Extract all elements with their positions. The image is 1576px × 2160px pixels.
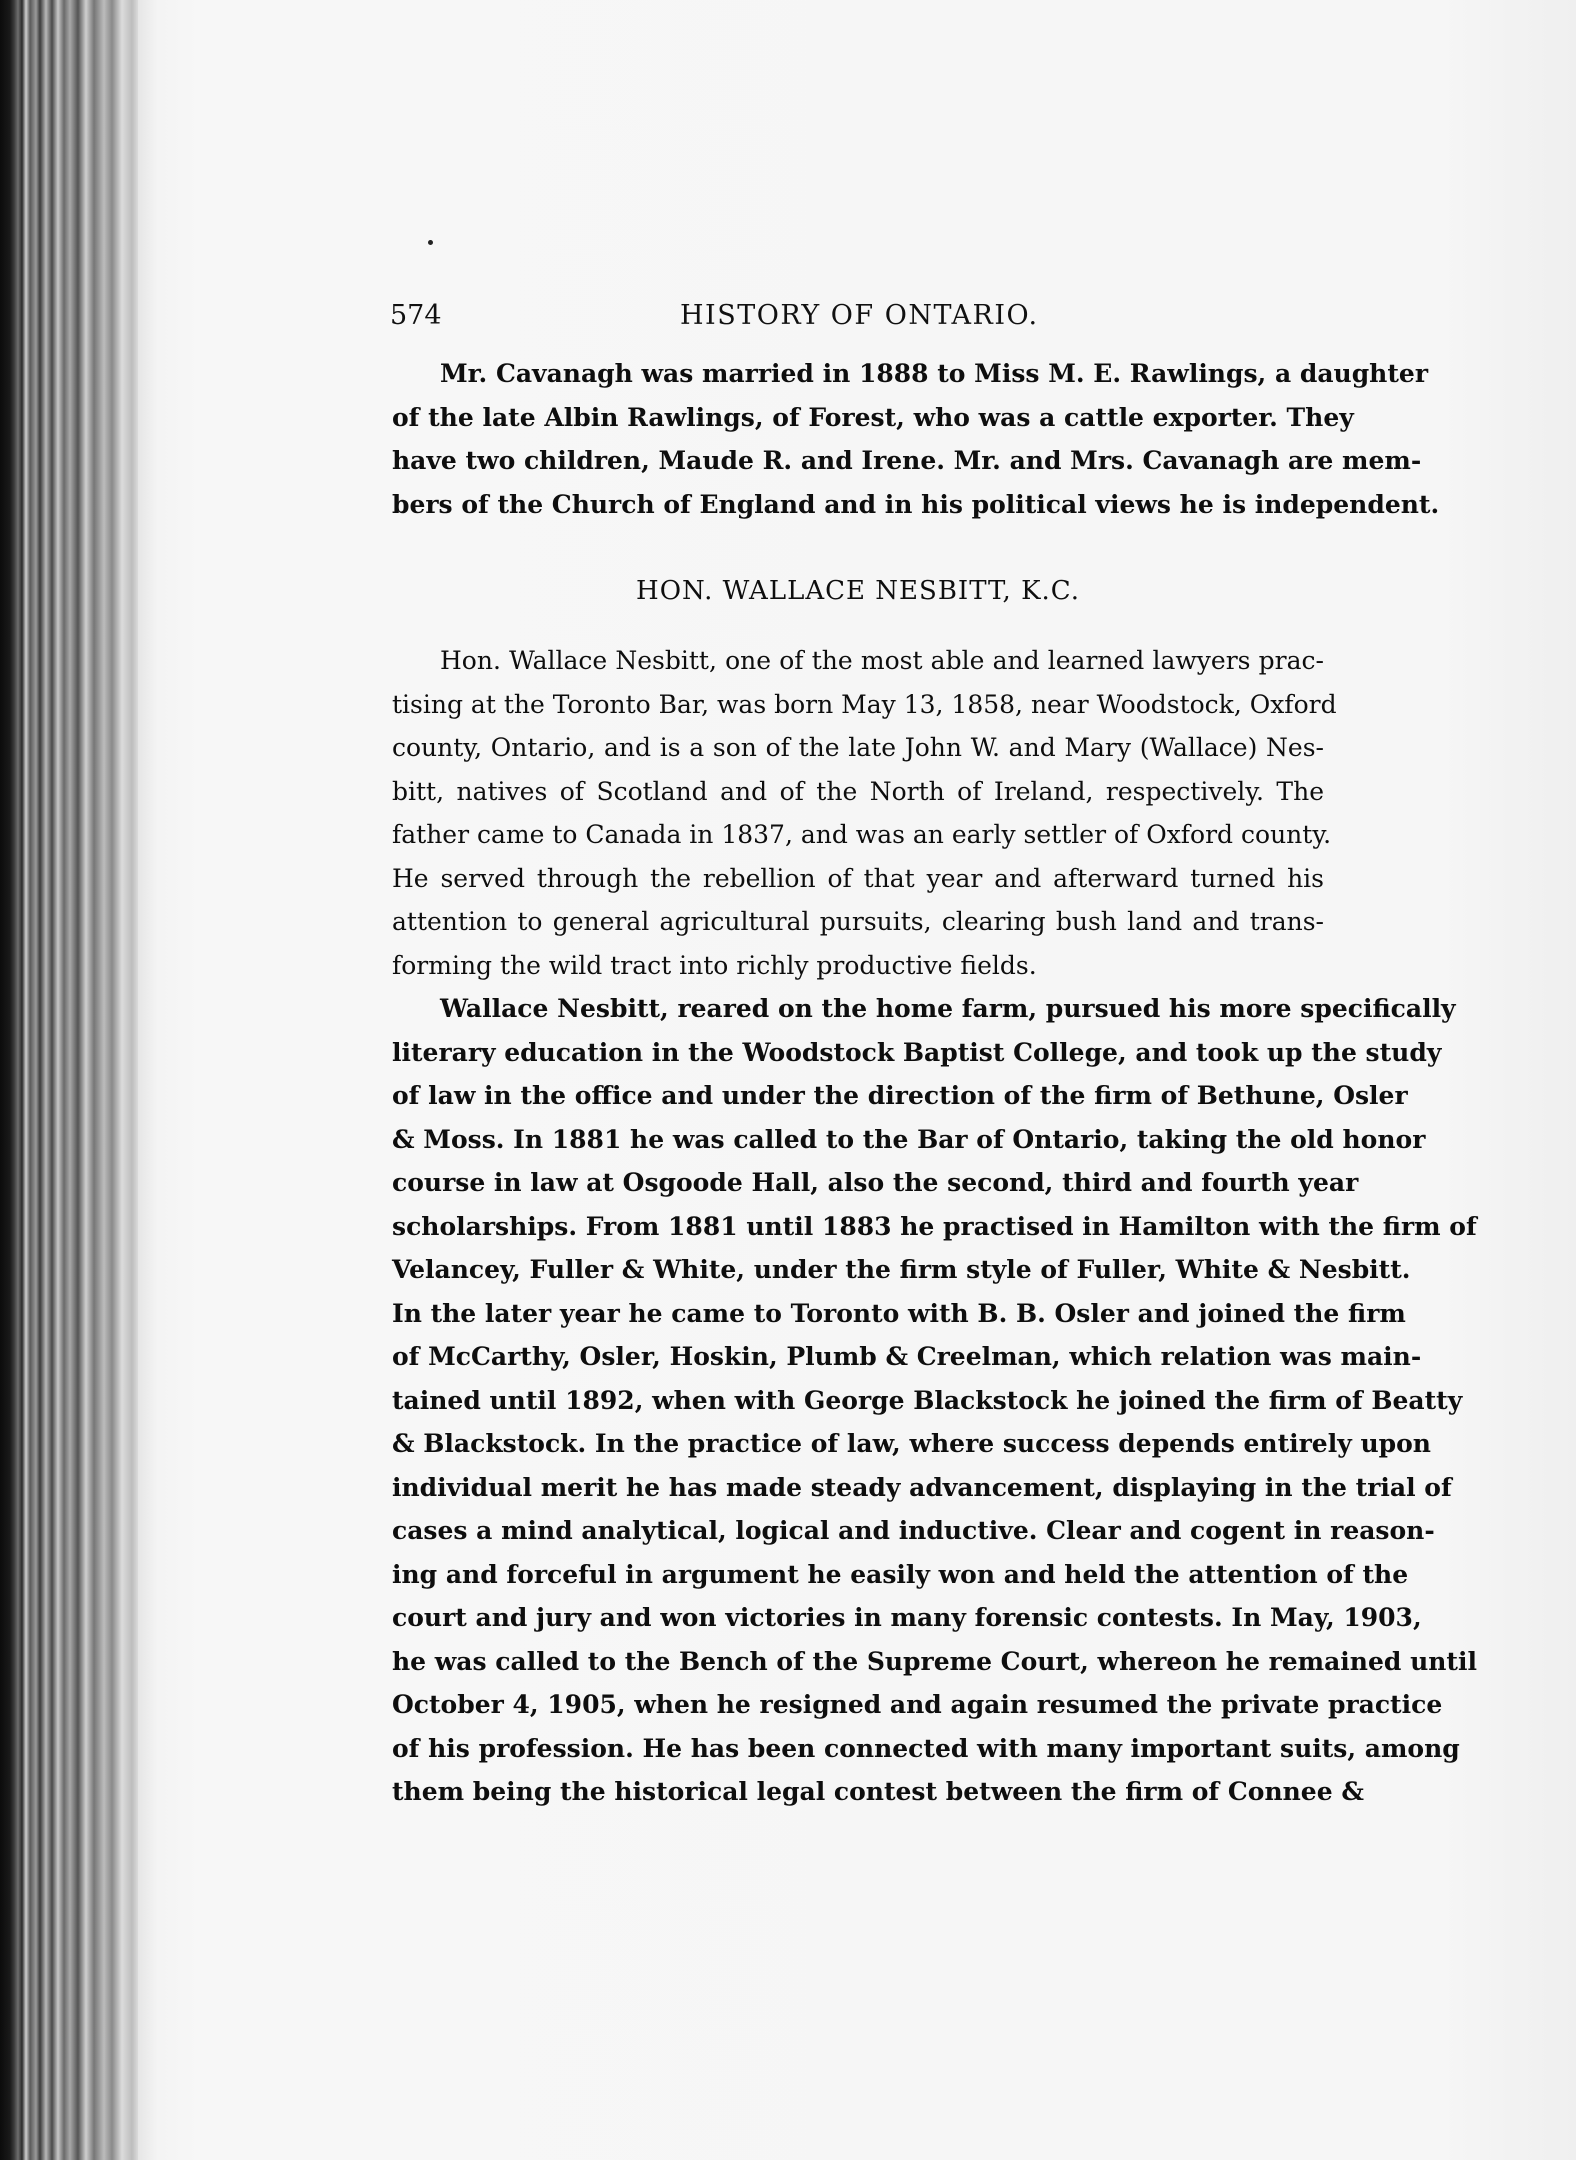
text-line: scholarships. From 1881 until 1883 he practised in Hamilton with the firm of — [392, 1211, 1477, 1241]
paragraph-1 — [392, 639, 1337, 987]
text-line: bitt, natives of Scotland and of the North of Ireland, respectively. The — [392, 776, 1324, 806]
text-line: course in law at Osgoode Hall, also the second, third and fourth year — [392, 1168, 1359, 1197]
text-line: cases a mind analytical, logical and inductive. Clear and cogent in reason- — [392, 1516, 1435, 1545]
text-line: have two children, Maude R. and Irene. Mr. and Mrs. Cavanagh are mem- — [392, 446, 1422, 475]
text-line: Velancey, Fuller & White, under the firm style of Fuller, White & Nesbitt. — [392, 1255, 1411, 1284]
text-line: Mr. Cavanagh was married in 1888 to Miss M. E. Rawlings, a daughter — [440, 359, 1428, 388]
text-line: October 4, 1905, when he resigned and again resumed the private practice — [392, 1690, 1443, 1719]
text-line: father came to Canada in 1837, and was an early settler of Oxford county. — [392, 820, 1332, 849]
text-line: & Moss. In 1881 he was called to the Bar of Ontario, taking the old honor — [392, 1124, 1426, 1154]
text-line: county, Ontario, and is a son of the late John W. and Mary (Wallace) Nes- — [392, 733, 1324, 762]
book-page-edges — [0, 0, 150, 2160]
running-head — [390, 300, 1320, 340]
text-line: court and jury and won victories in many forensic contests. In May, 1903, — [392, 1603, 1422, 1632]
text-line: & Blackstock. In the practice of law, where success depends entirely upon — [392, 1429, 1431, 1458]
running-title: HISTORY OF ONTARIO. — [680, 300, 1039, 331]
opening-paragraph — [392, 352, 1440, 526]
text-line: Hon. Wallace Nesbitt, one of the most able and learned lawyers prac- — [440, 646, 1324, 675]
text-line: them being the historical legal contest between the firm of Connee & — [392, 1777, 1364, 1806]
ink-speck — [428, 240, 433, 245]
text-line: literary education in the Woodstock Baptist College, and took up the study — [392, 1037, 1442, 1067]
text-line: attention to general agricultural pursuits, clearing bush land and trans- — [392, 907, 1324, 936]
text-line: of his profession. He has been connected with many important suits, among — [392, 1733, 1460, 1763]
text-line: He served through the rebellion of that year and afterward turned his — [392, 863, 1324, 893]
text-line: Wallace Nesbitt, reared on the home farm, pursued his more specifically — [440, 994, 1456, 1023]
paragraph-2 — [392, 987, 1477, 1814]
text-line: tained until 1892, when with George Blackstock he joined the firm of Beatty — [392, 1385, 1463, 1415]
text-line: individual merit he has made steady advancement, displaying in the trial of — [392, 1472, 1452, 1502]
page-number: 574 — [390, 300, 442, 331]
text-line: tising at the Toronto Bar, was born May 13, 1858, near Woodstock, Oxford — [392, 689, 1337, 719]
text-line: forming the wild tract into richly productive fields. — [392, 950, 1037, 980]
text-line: bers of the Church of England and in his political views he is independent. — [392, 489, 1440, 519]
text-line: ing and forceful in argument he easily won and held the attention of the — [392, 1559, 1409, 1589]
section-heading: HON. WALLACE NESBITT, K.C. — [636, 576, 1080, 606]
text-line: he was called to the Bench of the Supreme Court, whereon he remained until — [392, 1646, 1477, 1676]
body-text — [392, 352, 1477, 1814]
text-line: In the later year he came to Toronto with B. B. Osler and joined the firm — [392, 1298, 1406, 1328]
text-line: of law in the office and under the direction of the firm of Bethune, Osler — [392, 1081, 1408, 1110]
text-line: of the late Albin Rawlings, of Forest, who was a cattle exporter. They — [392, 402, 1354, 432]
text-line: of McCarthy, Osler, Hoskin, Plumb & Creelman, which relation was main- — [392, 1342, 1422, 1371]
